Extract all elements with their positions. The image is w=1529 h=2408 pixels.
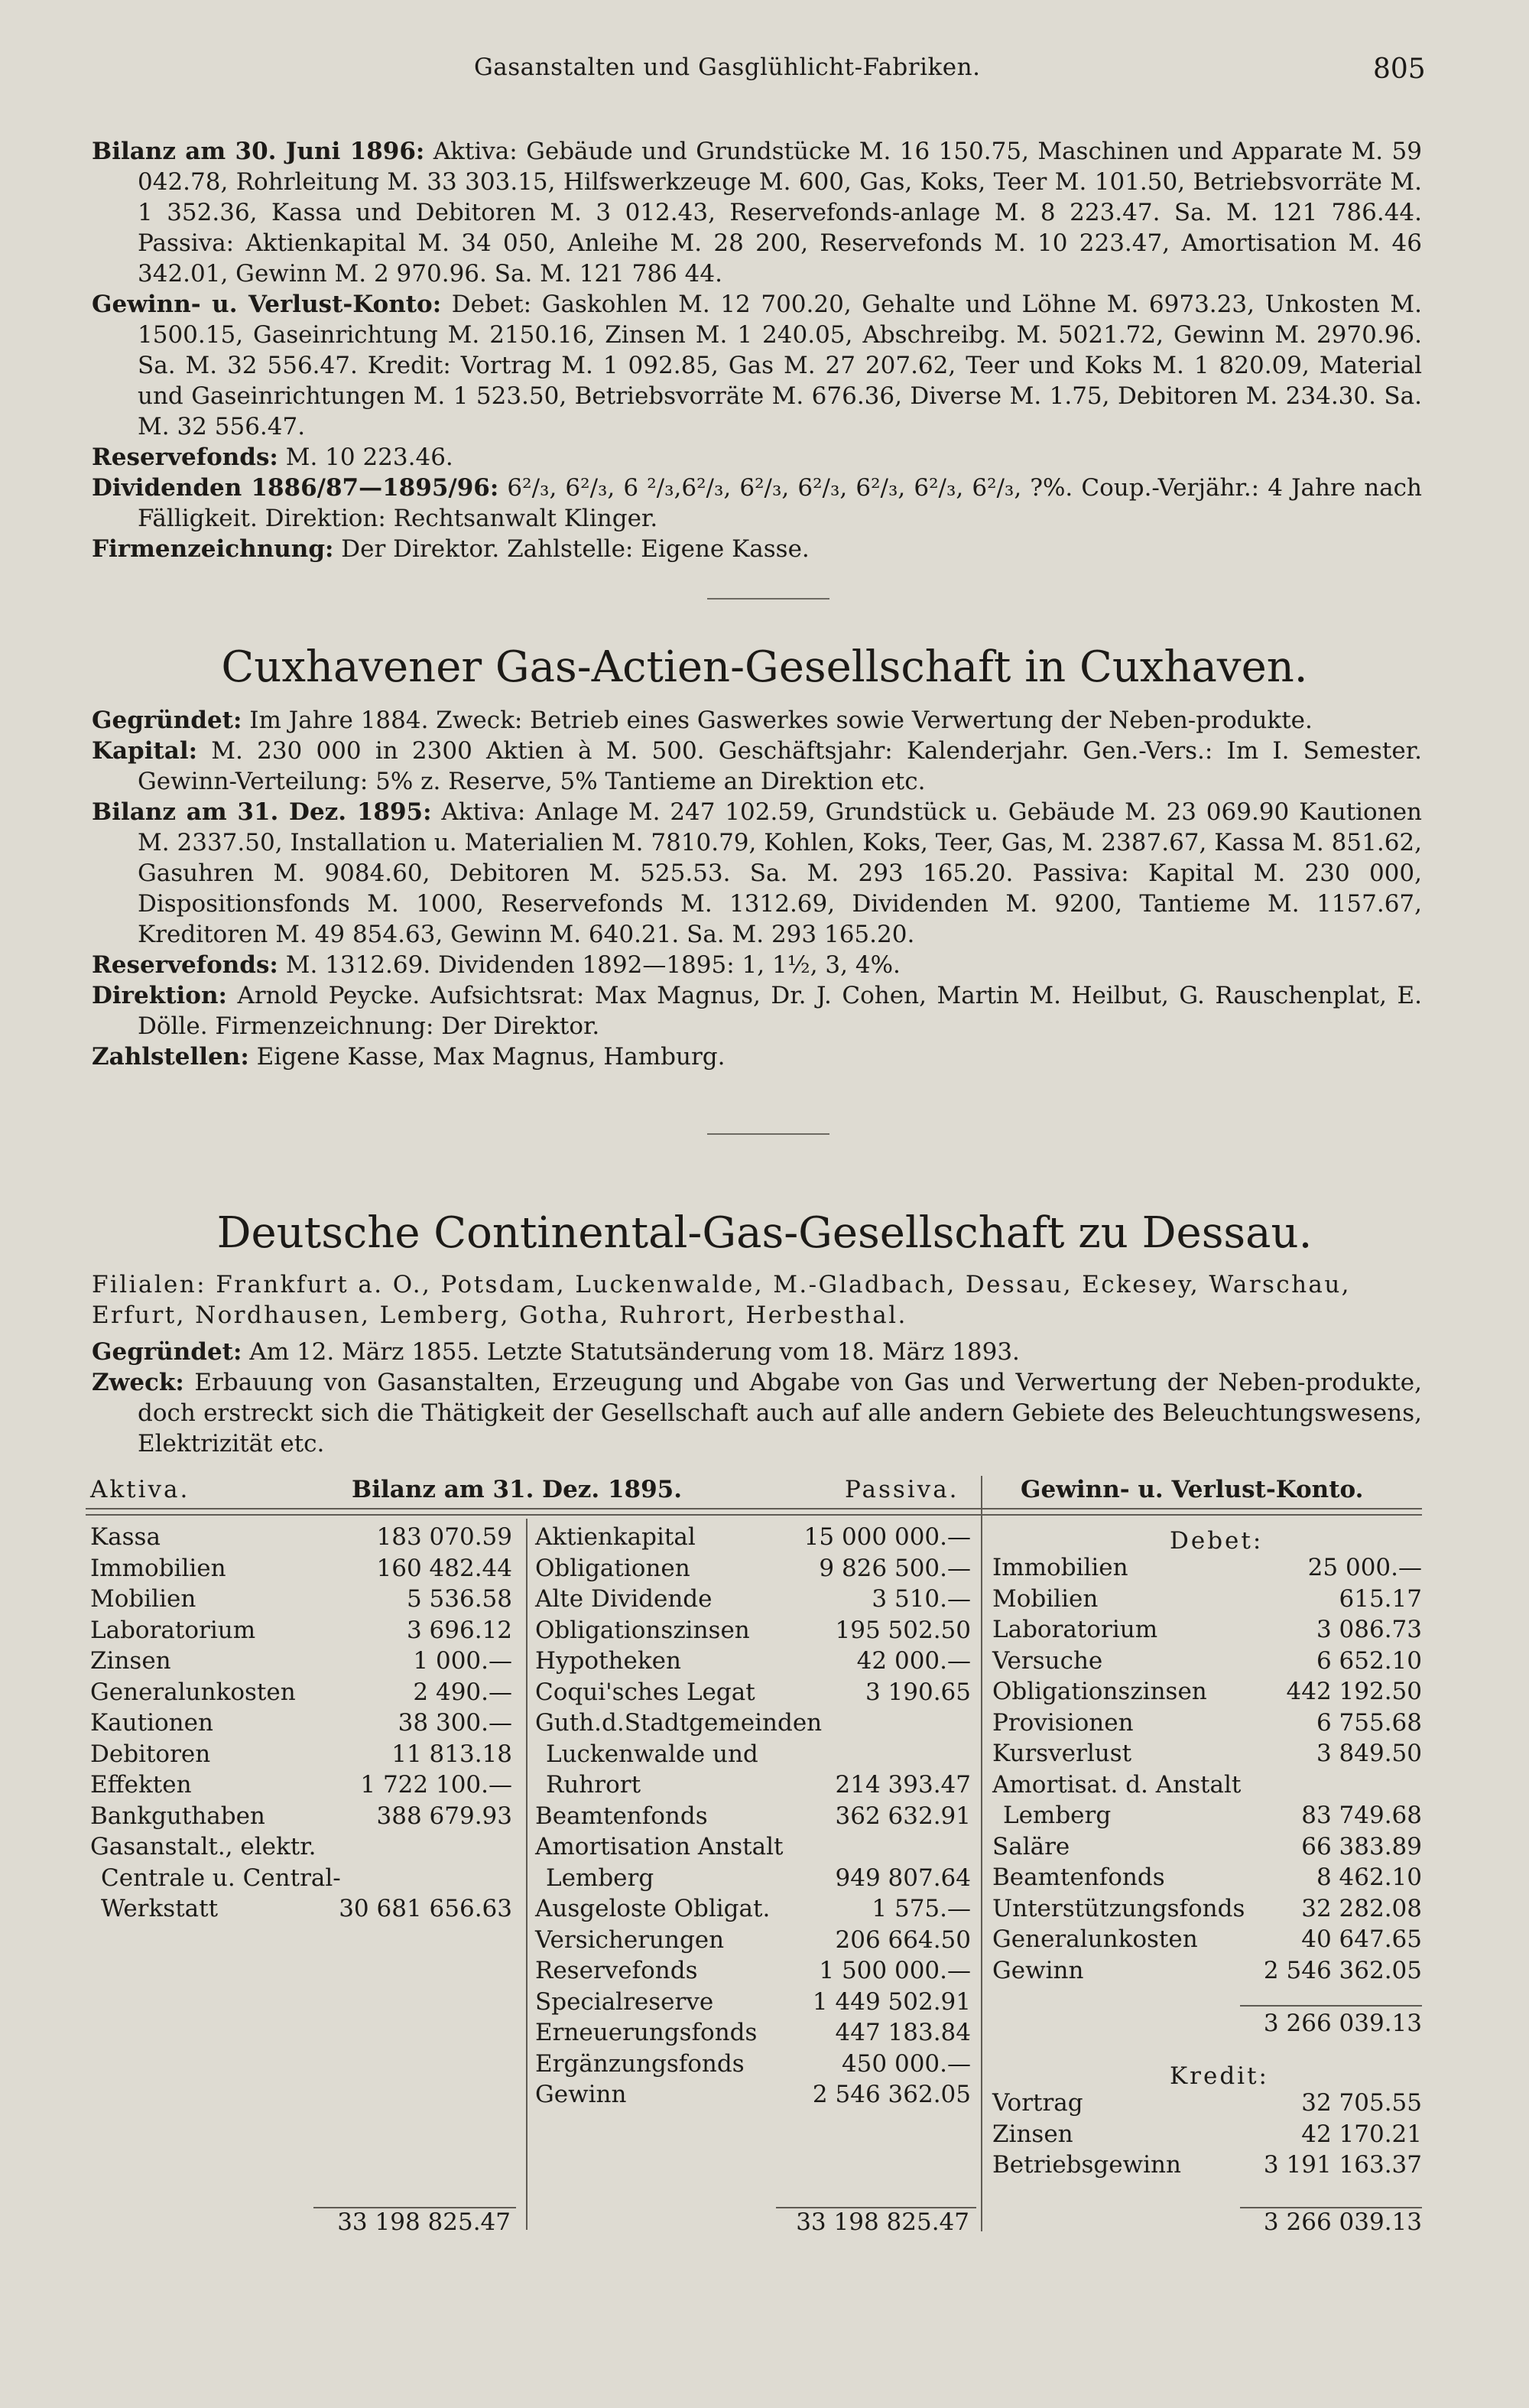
debet-row-value: 8 462.10 [1316, 1864, 1422, 1891]
aktiva-row-label: Effekten [90, 1771, 192, 1799]
passiva-row-label: Amortisation Anstalt [535, 1833, 784, 1860]
dessau-paragraph-head: Zweck: [92, 1369, 184, 1396]
debet-row [992, 1614, 1422, 1645]
aktiva-header: Aktiva. [90, 1476, 190, 1503]
passiva-header: Passiva. [845, 1476, 959, 1503]
passiva-row-label: Versicherungen [535, 1925, 725, 1954]
debet-row-value: 442 192.50 [1286, 1678, 1422, 1705]
debet-row [992, 1769, 1422, 1800]
first-entry-paragraph-text: Aktiva: Gebäude und Grundstücke M. 16 150.75, Maschinen und Apparate M. 59 042.78, Rohrleitung M. 33 303.15, Hilfswerkzeuge M. 600, Gas, Koks, Teer M. 101.50, Betriebsvorräte M. 1 352.36, Kassa und Debitoren M. 3 012.43, Reservefonds-anlage M. 8 223.47. Sa. M. 121 786.44. Passiva: Aktienkapital M. 34 050, Anleihe M. 28 200, Reservefonds M. 10 223.47, Amortisation M. 46 342.01, Gewinn M. 2 970.96. Sa. M. 121 786 44. [138, 138, 1422, 288]
debet-row-label: Lemberg [1003, 1802, 1112, 1829]
passiva-row-label: Guth.d.Stadtgemeinden [535, 1709, 823, 1737]
debet-row [992, 1646, 1422, 1676]
page-number: 805 [1373, 54, 1426, 85]
cuxhaven-paragraph-head: Kapital: [92, 737, 198, 765]
passiva-row-label: Hypotheken [535, 1647, 681, 1675]
passiva-row-value: 1 575.— [872, 1895, 971, 1922]
aktiva-row [90, 1708, 512, 1738]
passiva-row [535, 1615, 971, 1646]
cuxhaven-paragraph [92, 705, 1422, 736]
debet-row-label: Amortisat. d. Anstalt [992, 1770, 1242, 1799]
passiva-row-label: Alte Dividende [535, 1585, 713, 1613]
passiva-row [535, 1863, 971, 1893]
kredit-row-label: Zinsen [992, 2120, 1073, 2148]
cuxhaven-paragraph-head: Direktion: [92, 982, 227, 1009]
column-divider [526, 1519, 528, 2230]
cuxhaven-paragraph-head: Gegründet: [92, 707, 242, 734]
dessau-paragraph-text: Am 12. März 1855. Letzte Statutsänderung vom 18. März 1893. [242, 1338, 1020, 1366]
first-entry-paragraph [92, 136, 1422, 289]
passiva-row-value: 3 510.— [872, 1585, 971, 1613]
first-entry-paragraph-text: Der Direktor. Zahlstelle: Eigene Kasse. [333, 535, 810, 563]
debet-row-value: 2 546 362.05 [1263, 1956, 1422, 1984]
cuxhaven-paragraph-head: Bilanz am 31. Dez. 1895: [92, 798, 432, 826]
first-entry-paragraph [92, 289, 1422, 442]
aktiva-row-label: Gasanstalt., elektr. [90, 1833, 317, 1860]
first-entry-paragraph [92, 473, 1422, 534]
cuxhaven-title: Cuxhavener Gas-Actien-Gesellschaft in Cuxhaven. [221, 642, 1308, 692]
aktiva-row-label: Immobilien [90, 1554, 226, 1582]
debet-row-label: Beamtenfonds [992, 1864, 1165, 1891]
dessau-paragraph-text: Erbauung von Gasanstalten, Erzeugung und Abgabe von Gas und Verwertung der Neben-produkte, doch erstreckt sich die Thätigkeit der Gesellschaft auch auf alle andern Gebiete des Beleuchtungswesens, Elektrizität etc. [138, 1369, 1422, 1457]
aktiva-row [90, 1893, 512, 1924]
passiva-row-label: Aktienkapital [535, 1523, 696, 1551]
debet-row-label: Generalunkosten [992, 1925, 1198, 1953]
kredit-total: 3 266 039.13 [1263, 2208, 1422, 2236]
guv-header: Gewinn- u. Verlust-Konto. [1021, 1476, 1364, 1503]
passiva-row-value: 949 807.64 [835, 1864, 971, 1892]
dessau-title: Deutsche Continental-Gas-Gesellschaft zu Dessau. [216, 1208, 1313, 1258]
passiva-row [535, 1553, 971, 1584]
first-entry-paragraph-text: Debet: Gaskohlen M. 12 700.20, Gehalte und Löhne M. 6973.23, Unkosten M. 1500.15, Gaseinrichtung M. 2150.16, Zinsen M. 1 240.05, Abschreibg. M. 5021.72, Gewinn M. 2970.96. Sa. M. 32 556.47. Kredit: Vortrag M. 1 092.85, Gas M. 27 207.62, Teer und Koks M. 1 820.09, Material und Gaseinrichtungen M. 1 523.50, Betriebsvorräte M. 676.36, Diverse M. 1.75, Debitoren M. 234.30. Sa. M. 32 556.47. [138, 291, 1422, 440]
aktiva-row-value: 183 070.59 [376, 1523, 512, 1551]
first-entry-paragraph-head: Gewinn- u. Verlust-Konto: [92, 291, 442, 318]
passiva-row-value: 42 000.— [856, 1647, 971, 1675]
cuxhaven-paragraph [92, 950, 1422, 980]
cuxhaven-paragraph [92, 736, 1422, 797]
passiva-row-label: Lemberg [546, 1864, 654, 1892]
passiva-row-label: Reservefonds [535, 1957, 698, 1984]
first-entry-paragraph-head: Reservefonds: [92, 444, 278, 471]
passiva-row [535, 1677, 971, 1708]
passiva-row-label: Coqui'sches Legat [535, 1678, 755, 1706]
passiva-row-value: 15 000 000.— [803, 1523, 971, 1551]
passiva-row-value: 206 664.50 [835, 1925, 971, 1954]
passiva-row [535, 2017, 971, 2048]
debet-row [992, 1924, 1422, 1955]
passiva-row-value: 2 546 362.05 [812, 2081, 971, 2108]
passiva-row [535, 2049, 971, 2079]
passiva-row [535, 1769, 971, 1800]
debet-row [992, 1708, 1422, 1738]
debet-row-label: Saläre [992, 1832, 1070, 1860]
kredit-header: Kredit: [1170, 2062, 1269, 2090]
debet-row-value: 32 282.08 [1301, 1894, 1422, 1922]
kredit-row-label: Vortrag [992, 2089, 1083, 2117]
running-title: Gasanstalten und Gasglühlicht-Fabriken. [474, 54, 981, 81]
cuxhaven-paragraph-head: Zahlstellen: [92, 1043, 249, 1071]
debet-row [992, 1955, 1422, 1986]
debet-row [992, 1893, 1422, 1924]
column-divider [981, 1476, 982, 2231]
passiva-row-label: Obligationszinsen [535, 1616, 750, 1644]
kredit-row-value: 32 705.55 [1301, 2089, 1422, 2117]
aktiva-row [90, 1615, 512, 1646]
passiva-row [535, 1955, 971, 1986]
aktiva-row [90, 1646, 512, 1676]
passiva-row-value: 3 190.65 [865, 1678, 971, 1706]
aktiva-row-label: Bankguthaben [90, 1802, 265, 1830]
debet-row-value: 83 749.68 [1301, 1802, 1422, 1829]
passiva-row-value: 1 449 502.91 [812, 1987, 971, 2016]
aktiva-row [90, 1801, 512, 1831]
passiva-row [535, 1893, 971, 1924]
passiva-row [535, 1522, 971, 1552]
aktiva-row-label: Laboratorium [90, 1616, 256, 1644]
debet-row-label: Gewinn [992, 1956, 1084, 1984]
passiva-row-value: 1 500 000.— [819, 1957, 971, 1984]
kredit-row-value: 42 170.21 [1301, 2120, 1422, 2148]
cuxhaven-paragraph-text: M. 230 000 in 2300 Aktien à M. 500. Geschäftsjahr: Kalenderjahr. Gen.-Vers.: Im I. Semester. Gewinn-Verteilung: 5% z. Reserve, 5% Tantieme an Direktion etc. [138, 737, 1422, 795]
first-entry-paragraph-text: 6²/₃, 6²/₃, 6 ²/₃,6²/₃, 6²/₃, 6²/₃, 6²/₃, 6²/₃, 6²/₃, ?%. Coup.-Verjähr.: 4 Jahre nach Fälligkeit. Direktion: Rechtsanwalt Klinger. [138, 474, 1422, 532]
aktiva-row [90, 1677, 512, 1708]
debet-row [992, 1831, 1422, 1862]
aktiva-total: 33 198 825.47 [337, 2208, 511, 2236]
table-top-rule [86, 1514, 1422, 1516]
aktiva-row [90, 1831, 512, 1862]
first-entry-paragraph-text: M. 10 223.46. [278, 444, 453, 471]
aktiva-row-value: 11 813.18 [391, 1740, 512, 1768]
debet-row [992, 1738, 1422, 1769]
passiva-row-label: Specialreserve [535, 1987, 714, 2016]
aktiva-row-value: 38 300.— [398, 1709, 512, 1737]
cuxhaven-paragraph-text: Eigene Kasse, Max Magnus, Hamburg. [248, 1043, 726, 1071]
passiva-row-label: Ergänzungsfonds [535, 2049, 745, 2078]
debet-sum-rule [1240, 2005, 1422, 2007]
cuxhaven-paragraph [92, 797, 1422, 950]
debet-row-value: 6 755.68 [1316, 1708, 1422, 1737]
kredit-row-label: Betriebsgewinn [992, 2151, 1181, 2179]
debet-row [992, 1584, 1422, 1614]
aktiva-row-label: Zinsen [90, 1647, 171, 1675]
cuxhaven-text [92, 705, 1422, 1072]
passiva-row-value: 9 826 500.— [819, 1554, 971, 1582]
dessau-paragraph-head: Gegründet: [92, 1338, 242, 1366]
cuxhaven-paragraph-head: Reservefonds: [92, 951, 278, 979]
aktiva-row [90, 1739, 512, 1769]
cuxhaven-paragraph-text: Arnold Peycke. Aufsichtsrat: Max Magnus, Dr. J. Cohen, Martin M. Heilbut, G. Rauschenplat, E. Dölle. Firmenzeichnung: Der Direktor. [138, 982, 1422, 1040]
aktiva-row-value: 30 681 656.63 [339, 1895, 512, 1922]
debet-row-value: 6 652.10 [1316, 1646, 1422, 1675]
separator-rule [707, 598, 829, 600]
debet-row [992, 1800, 1422, 1831]
aktiva-row-value: 388 679.93 [376, 1802, 512, 1830]
kredit-row-value: 3 191 163.37 [1263, 2151, 1422, 2179]
first-entry-paragraph-head: Bilanz am 30. Juni 1896: [92, 138, 425, 165]
kredit-row [992, 2119, 1422, 2150]
aktiva-row-value: 1 722 100.— [360, 1771, 512, 1799]
first-entry-text [92, 136, 1422, 564]
passiva-row-label: Ruhrort [546, 1771, 641, 1799]
debet-row-value: 3 849.50 [1316, 1740, 1422, 1767]
aktiva-row-label: Debitoren [90, 1740, 211, 1768]
debet-header: Debet: [1170, 1527, 1264, 1555]
passiva-row-value: 447 183.84 [835, 2019, 971, 2046]
passiva-row-value: 450 000.— [841, 2049, 971, 2078]
cuxhaven-paragraph-text: Im Jahre 1884. Zweck: Betrieb eines Gaswerkes sowie Verwertung der Neben-produkte. [242, 707, 1313, 734]
aktiva-row [90, 1553, 512, 1584]
aktiva-row [90, 1769, 512, 1800]
cuxhaven-paragraph-text: Aktiva: Anlage M. 247 102.59, Grundstück u. Gebäude M. 23 069.90 Kautionen M. 2337.50, Installation u. Materialien M. 7810.79, Kohlen, Koks, Teer, Gas, M. 2387.67, Kassa M. 851.62, Gasuhren M. 9084.60, Debitoren M. 525.53. Sa. M. 293 165.20. Passiva: Kapital M. 230 000, Dispositionsfonds M. 1000, Reservefonds M. 1312.69, Dividenden M. 9200, Tantieme M. 1157.67, Kreditoren M. 49 854.63, Gewinn M. 640.21. Sa. M. 293 165.20. [138, 798, 1423, 948]
aktiva-row-label: Centrale u. Central- [101, 1864, 341, 1892]
first-entry-paragraph-head: Firmenzeichnung: [92, 535, 334, 563]
aktiva-row [90, 1522, 512, 1552]
passiva-row-label: Ausgeloste Obligat. [535, 1895, 771, 1922]
dessau-filialen: Filialen: Frankfurt a. O., Potsdam, Luckenwalde, M.-Gladbach, Dessau, Eckesey, Warschau, Erfurt, Nordhausen, Lemberg, Gotha, Ruhrort, Herbesthal. [92, 1271, 1351, 1329]
aktiva-row [90, 1863, 512, 1893]
passiva-row-label: Erneuerungsfonds [535, 2019, 758, 2046]
debet-row-label: Obligationszinsen [992, 1678, 1207, 1705]
passiva-row-value: 214 393.47 [835, 1771, 971, 1799]
debet-row [992, 1552, 1422, 1583]
passiva-row [535, 1987, 971, 2017]
first-entry-paragraph [92, 534, 1422, 564]
passiva-row-label: Gewinn [535, 2081, 627, 2108]
passiva-row-label: Luckenwalde und [546, 1740, 758, 1768]
table-top-rule [86, 1508, 1422, 1509]
aktiva-row-label: Kassa [90, 1523, 161, 1551]
debet-row-value: 3 086.73 [1316, 1616, 1422, 1643]
passiva-row [535, 1646, 971, 1676]
debet-row-value: 40 647.65 [1301, 1925, 1422, 1953]
debet-row-label: Provisionen [992, 1708, 1134, 1737]
aktiva-row-value: 160 482.44 [376, 1554, 512, 1582]
aktiva-row-label: Mobilien [90, 1585, 196, 1613]
debet-row-label: Mobilien [992, 1584, 1099, 1613]
passiva-row-label: Obligationen [535, 1554, 690, 1582]
passiva-row-label: Beamtenfonds [535, 1802, 708, 1830]
bilanz-header: Bilanz am 31. Dez. 1895. [352, 1476, 683, 1503]
debet-row [992, 1862, 1422, 1893]
dessau-text [92, 1337, 1422, 1459]
aktiva-row-value: 2 490.— [413, 1678, 512, 1706]
passiva-row-value: 195 502.50 [835, 1616, 971, 1644]
passiva-row [535, 1831, 971, 1862]
cuxhaven-paragraph-text: M. 1312.69. Dividenden 1892—1895: 1, 1½, 3, 4%. [278, 951, 901, 979]
debet-total: 3 266 039.13 [1263, 2010, 1422, 2037]
aktiva-row-value: 1 000.— [413, 1647, 512, 1675]
passiva-total: 33 198 825.47 [796, 2208, 969, 2236]
debet-row-label: Immobilien [992, 1554, 1128, 1581]
aktiva-row [90, 1584, 512, 1614]
passiva-row [535, 1739, 971, 1769]
debet-row-label: Kursverlust [992, 1740, 1132, 1767]
cuxhaven-paragraph [92, 980, 1422, 1042]
aktiva-row-value: 5 536.58 [406, 1585, 512, 1613]
kredit-row [992, 2150, 1422, 2180]
first-entry-paragraph-head: Dividenden 1886/87—1895/96: [92, 474, 499, 502]
kredit-row [992, 2088, 1422, 2118]
dessau-paragraph [92, 1337, 1422, 1367]
debet-row-label: Versuche [992, 1646, 1103, 1675]
first-entry-paragraph [92, 442, 1422, 473]
passiva-row [535, 1801, 971, 1831]
debet-row [992, 1676, 1422, 1707]
debet-row-label: Laboratorium [992, 1616, 1158, 1643]
dessau-paragraph [92, 1367, 1422, 1459]
passiva-row [535, 1925, 971, 1955]
passiva-row [535, 1584, 971, 1614]
aktiva-row-value: 3 696.12 [406, 1616, 512, 1644]
aktiva-row-label: Kautionen [90, 1709, 213, 1737]
debet-row-value: 66 383.89 [1301, 1832, 1422, 1860]
passiva-row [535, 2079, 971, 2110]
separator-rule [707, 1133, 829, 1135]
aktiva-row-label: Generalunkosten [90, 1678, 296, 1706]
debet-row-value: 25 000.— [1307, 1554, 1422, 1581]
aktiva-row-label: Werkstatt [101, 1895, 219, 1922]
cuxhaven-paragraph [92, 1042, 1422, 1072]
debet-row-value: 615.17 [1339, 1584, 1422, 1613]
passiva-row-value: 362 632.91 [835, 1802, 971, 1830]
passiva-row [535, 1708, 971, 1738]
debet-row-label: Unterstützungsfonds [992, 1894, 1245, 1922]
